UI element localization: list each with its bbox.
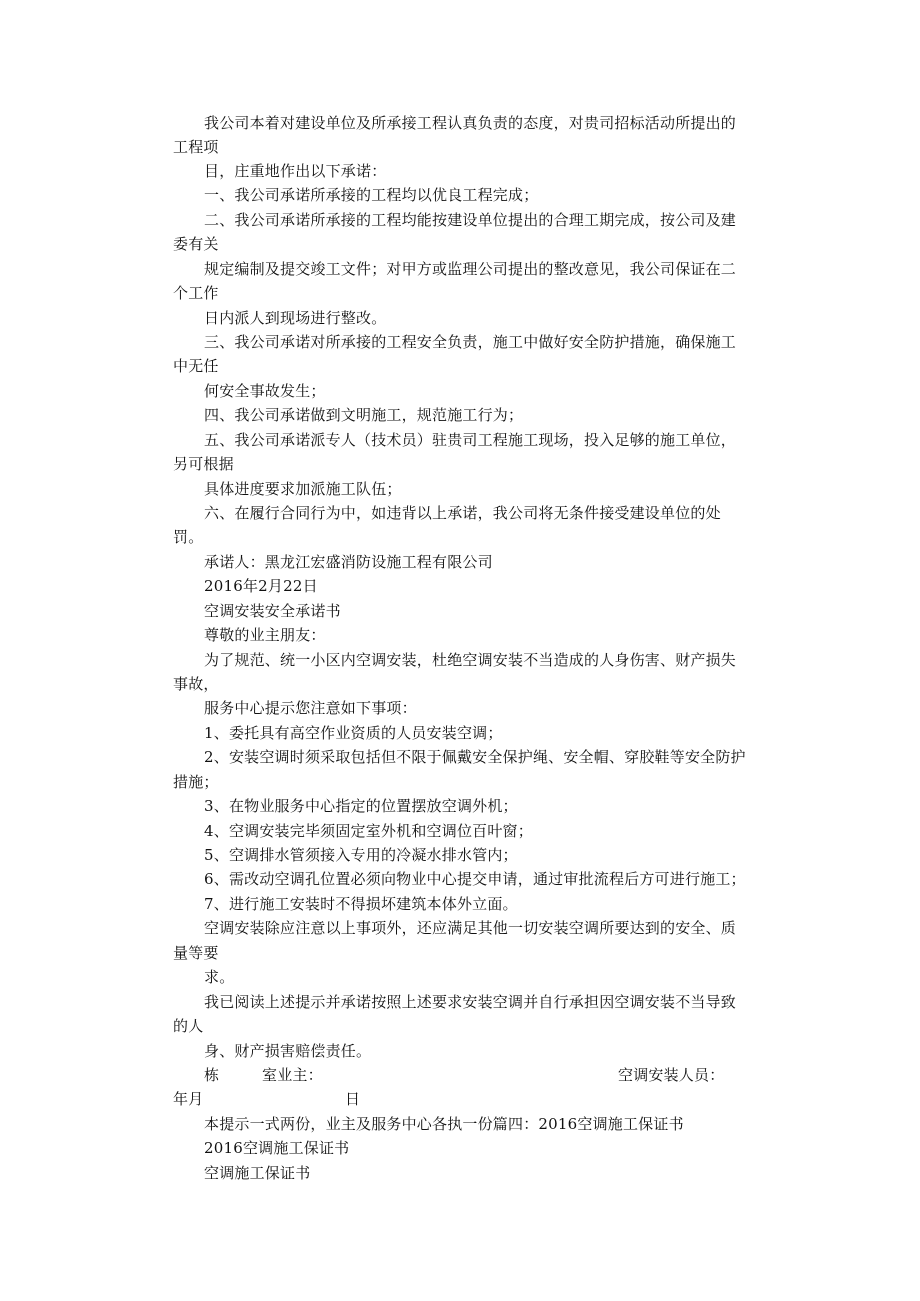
text-line: 四、我公司承诺做到文明施工，规范施工行为； [204, 406, 524, 424]
text-line: 本提示一式两份，业主及服务中心各执一份篇四：2016空调施工保证书 [204, 1115, 684, 1133]
text-line: 的人 [173, 1017, 204, 1035]
text-line: 2016年2月22日 [204, 577, 318, 595]
text-line: 1、委托具有高空作业资质的人员安装空调； [204, 724, 503, 742]
installer-label: 空调安装人员： [618, 1066, 725, 1084]
date-row [173, 1089, 393, 1109]
text-line: 日内派人到现场进行整改。 [204, 309, 387, 327]
text-line: 身、财产损害赔偿责任。 [204, 1042, 372, 1060]
text-line: 2016空调施工保证书 [204, 1139, 350, 1157]
text-line: 我公司本着对建设单位及所承接工程认真负责的态度，对贵司招标活动所提出的 [204, 114, 737, 132]
text-line: 2、安装空调时须采取包括但不限于佩戴安全保护绳、安全帽、穿胶鞋等安全防护 [204, 748, 746, 766]
text-line: 中无任 [173, 357, 219, 375]
text-line: 目，庄重地作出以下承诺： [204, 162, 387, 180]
text-line: 二、我公司承诺所承接的工程均能按建设单位提出的合理工期完成，按公司及建 [204, 211, 737, 229]
signature-row [204, 1065, 724, 1085]
text-line: 三、我公司承诺对所承接的工程安全负责，施工中做好安全防护措施，确保施工 [204, 333, 737, 351]
text-line: 服务中心提示您注意如下事项： [204, 699, 417, 717]
text-line: 空调施工保证书 [204, 1164, 311, 1182]
text-line: 4、空调安装完毕须固定室外机和空调位百叶窗； [204, 822, 533, 840]
text-line: 罚。 [173, 528, 204, 546]
text-line: 五、我公司承诺派专人（技术员）驻贵司工程施工现场，投入足够的施工单位， [204, 431, 737, 449]
text-line: 求。 [204, 968, 235, 986]
text-line: 量等要 [173, 944, 219, 962]
text-line: 我已阅读上述提示并承诺按照上述要求安装空调并自行承担因空调安装不当导致 [204, 993, 737, 1011]
text-line: 为了规范、统一小区内空调安装，杜绝空调安装不当造成的人身伤害、财产损失 [204, 651, 737, 669]
text-line: 6、需改动空调孔位置必须向物业中心提交申请，通过审批流程后方可进行施工； [204, 870, 746, 888]
text-line: 尊敬的业主朋友： [204, 626, 326, 644]
text-line: 工程项 [173, 138, 219, 156]
text-line: 措施； [173, 773, 219, 791]
text-line: 委有关 [173, 235, 219, 253]
day-label: 日 [345, 1090, 361, 1108]
text-line: 5、空调排水管须接入专用的冷凝水排水管内； [204, 846, 518, 864]
text-line: 个工作 [173, 284, 219, 302]
text-line: 空调安装安全承诺书 [204, 602, 341, 620]
text-line: 六、在履行合同行为中，如违背以上承诺，我公司将无条件接受建设单位的处 [204, 504, 721, 522]
building-label: 栋 [204, 1066, 220, 1084]
room-owner-label: 室业主： [262, 1066, 323, 1084]
text-line: 规定编制及提交竣工文件；对甲方或监理公司提出的整改意见，我公司保证在二 [204, 260, 737, 278]
text-line: 空调安装除应注意以上事项外，还应满足其他一切安装空调所要达到的安全、质 [204, 919, 737, 937]
text-line: 事故， [173, 675, 219, 693]
text-line: 另可根据 [173, 455, 234, 473]
text-line: 何安全事故发生； [204, 382, 326, 400]
year-month-label: 年月 [173, 1090, 204, 1108]
text-line: 一、我公司承诺所承接的工程均以优良工程完成； [204, 186, 539, 204]
text-line: 7、进行施工安装时不得损坏建筑本体外立面。 [204, 895, 518, 913]
text-line: 具体进度要求加派施工队伍； [204, 480, 402, 498]
text-line: 承诺人：黑龙江宏盛消防设施工程有限公司 [204, 553, 493, 571]
text-line: 3、在物业服务中心指定的位置摆放空调外机； [204, 797, 518, 815]
